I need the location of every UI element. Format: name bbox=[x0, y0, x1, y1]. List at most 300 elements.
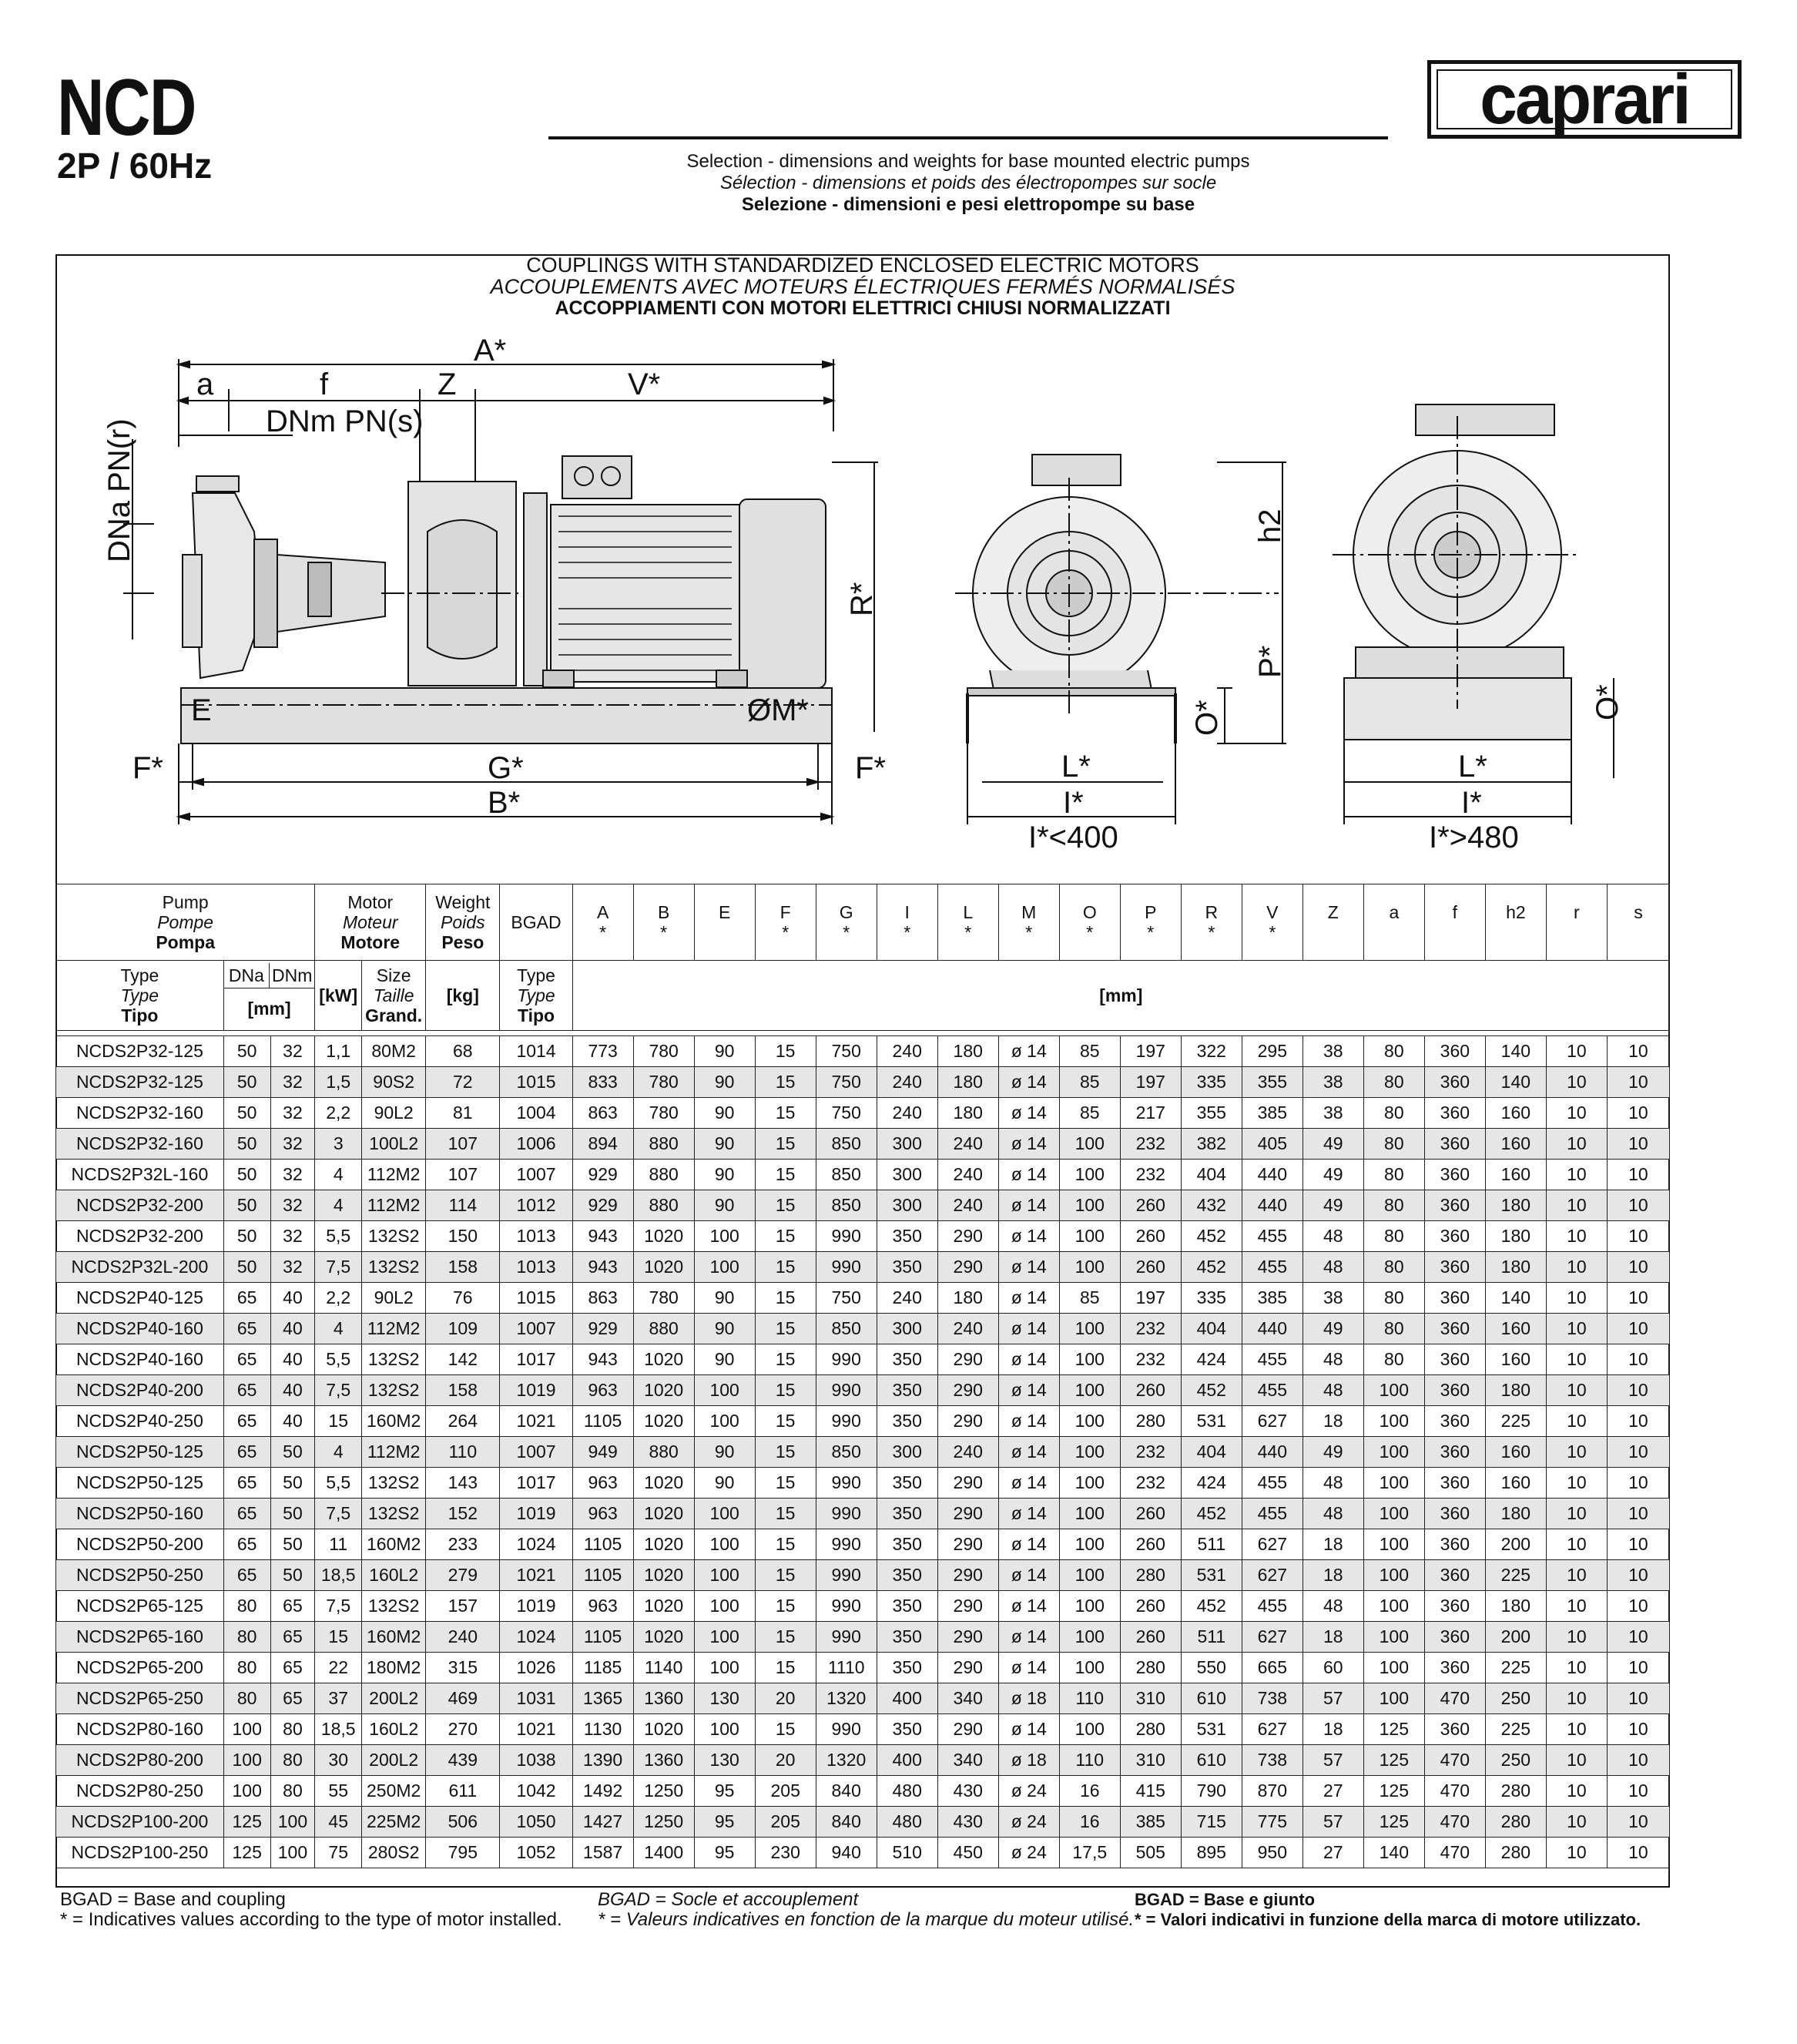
table-cell: 880 bbox=[633, 1190, 694, 1221]
table-cell: 260 bbox=[1120, 1190, 1181, 1221]
table-cell: 10 bbox=[1607, 1529, 1669, 1560]
table-cell: 140 bbox=[1363, 1838, 1424, 1868]
table-cell: 260 bbox=[1120, 1622, 1181, 1653]
table-cell: ø 24 bbox=[998, 1776, 1059, 1807]
table-cell: 225 bbox=[1485, 1714, 1546, 1745]
label-L-large: L* bbox=[1458, 750, 1487, 784]
table-cell: 10 bbox=[1607, 1252, 1669, 1283]
table-cell: 1020 bbox=[633, 1468, 694, 1499]
table-cell: 180M2 bbox=[362, 1653, 426, 1683]
table-cell: 470 bbox=[1424, 1683, 1485, 1714]
table-row bbox=[56, 1283, 1670, 1314]
table-cell: 232 bbox=[1120, 1129, 1181, 1160]
table-cell: 1020 bbox=[633, 1252, 694, 1283]
table-cell: 10 bbox=[1607, 1499, 1669, 1529]
table-cell: 1587 bbox=[572, 1838, 633, 1868]
table-cell: 270 bbox=[426, 1714, 500, 1745]
table-cell: 250M2 bbox=[362, 1776, 426, 1807]
table-cell: 160 bbox=[1485, 1437, 1546, 1468]
table-cell: NCDS2P32-200 bbox=[56, 1221, 224, 1252]
table-cell: 360 bbox=[1424, 1653, 1485, 1683]
table-cell: NCDS2P32-160 bbox=[56, 1129, 224, 1160]
table-cell: 80 bbox=[1363, 1129, 1424, 1160]
table-cell: 1320 bbox=[816, 1745, 877, 1776]
header-kg: [kg] bbox=[426, 961, 500, 1031]
header-dim-Z: Z bbox=[1302, 884, 1363, 961]
table-cell: 775 bbox=[1242, 1807, 1302, 1838]
table-cell: ø 14 bbox=[998, 1499, 1059, 1529]
table-cell: 290 bbox=[937, 1252, 998, 1283]
table-cell: 100 bbox=[1363, 1375, 1424, 1406]
table-cell: 929 bbox=[572, 1190, 633, 1221]
table-cell: 10 bbox=[1546, 1129, 1607, 1160]
header-dim-G: G * bbox=[816, 884, 877, 961]
table-cell: 1017 bbox=[500, 1344, 572, 1375]
table-cell: ø 14 bbox=[998, 1160, 1059, 1190]
table-cell: 140 bbox=[1485, 1283, 1546, 1314]
table-cell: 100 bbox=[1059, 1560, 1120, 1591]
table-cell: 100 bbox=[1059, 1252, 1120, 1283]
table-cell: NCDS2P40-200 bbox=[56, 1375, 224, 1406]
table-cell: NCDS2P50-125 bbox=[56, 1437, 224, 1468]
table-cell: 940 bbox=[816, 1838, 877, 1868]
table-cell: 100 bbox=[1363, 1591, 1424, 1622]
table-cell: 290 bbox=[937, 1344, 998, 1375]
table-cell: 335 bbox=[1181, 1283, 1242, 1314]
header-mm-all: [mm] bbox=[572, 961, 1669, 1031]
table-cell: 455 bbox=[1242, 1221, 1302, 1252]
table-cell: 65 bbox=[223, 1344, 270, 1375]
header-dim-A: A * bbox=[572, 884, 633, 961]
table-cell: 100 bbox=[694, 1252, 755, 1283]
table-cell: 49 bbox=[1302, 1129, 1363, 1160]
table-row bbox=[56, 1129, 1670, 1160]
table-row bbox=[56, 1838, 1670, 1868]
table-cell: 40 bbox=[270, 1375, 315, 1406]
table-cell: 160M2 bbox=[362, 1622, 426, 1653]
table-cell: 76 bbox=[426, 1283, 500, 1314]
label-I-small: I* bbox=[1063, 786, 1084, 820]
table-cell: 18 bbox=[1302, 1529, 1363, 1560]
table-cell: 4 bbox=[315, 1160, 362, 1190]
table-cell: NCDS2P65-200 bbox=[56, 1653, 224, 1683]
table-cell: 100 bbox=[270, 1838, 315, 1868]
table-cell: 80 bbox=[1363, 1221, 1424, 1252]
table-cell: 50 bbox=[223, 1160, 270, 1190]
table-cell: 1390 bbox=[572, 1745, 633, 1776]
table-cell: 10 bbox=[1607, 1375, 1669, 1406]
table-cell: 15 bbox=[755, 1036, 816, 1067]
table-cell: 100 bbox=[694, 1622, 755, 1653]
table-cell: 469 bbox=[426, 1683, 500, 1714]
table-cell: 455 bbox=[1242, 1252, 1302, 1283]
table-cell: 15 bbox=[755, 1314, 816, 1344]
table-cell: 140 bbox=[1485, 1067, 1546, 1098]
table-cell: 455 bbox=[1242, 1591, 1302, 1622]
table-cell: 38 bbox=[1302, 1098, 1363, 1129]
table-cell: 100 bbox=[1059, 1591, 1120, 1622]
table-cell: 385 bbox=[1242, 1098, 1302, 1129]
table-cell: 360 bbox=[1424, 1560, 1485, 1591]
table-cell: 750 bbox=[816, 1098, 877, 1129]
table-cell: 152 bbox=[426, 1499, 500, 1529]
table-cell: 260 bbox=[1120, 1529, 1181, 1560]
label-Z: Z bbox=[438, 368, 457, 401]
table-cell: 610 bbox=[1181, 1683, 1242, 1714]
table-separator bbox=[56, 1031, 1670, 1036]
table-cell: 350 bbox=[877, 1591, 937, 1622]
table-cell: 250 bbox=[1485, 1683, 1546, 1714]
table-cell: 15 bbox=[755, 1714, 816, 1745]
table-cell: 15 bbox=[755, 1437, 816, 1468]
table-cell: 110 bbox=[1059, 1683, 1120, 1714]
table-cell: 75 bbox=[315, 1838, 362, 1868]
table-row bbox=[56, 1437, 1670, 1468]
table-cell: ø 14 bbox=[998, 1036, 1059, 1067]
table-cell: NCDS2P65-160 bbox=[56, 1622, 224, 1653]
table-row bbox=[56, 1468, 1670, 1499]
table-cell: 230 bbox=[755, 1838, 816, 1868]
table-cell: 180 bbox=[1485, 1252, 1546, 1283]
table-cell: 240 bbox=[937, 1160, 998, 1190]
table-cell: 37 bbox=[315, 1683, 362, 1714]
header-dim-s: s bbox=[1607, 884, 1669, 961]
table-cell: ø 14 bbox=[998, 1437, 1059, 1468]
table-cell: 200L2 bbox=[362, 1683, 426, 1714]
table-row bbox=[56, 1653, 1670, 1683]
table-cell: 65 bbox=[223, 1283, 270, 1314]
table-cell: 130 bbox=[694, 1683, 755, 1714]
table-cell: 100 bbox=[1059, 1406, 1120, 1437]
table-cell: ø 14 bbox=[998, 1468, 1059, 1499]
table-cell: 10 bbox=[1546, 1252, 1607, 1283]
table-cell: 20 bbox=[755, 1745, 816, 1776]
table-cell: 10 bbox=[1607, 1807, 1669, 1838]
note-it-1: BGAD = Base e giunto bbox=[1135, 1890, 1316, 1909]
table-cell: 80 bbox=[1363, 1252, 1424, 1283]
table-cell: 100 bbox=[1363, 1653, 1424, 1683]
table-cell: 18,5 bbox=[315, 1714, 362, 1745]
table-cell: 531 bbox=[1181, 1406, 1242, 1437]
table-cell: 10 bbox=[1607, 1683, 1669, 1714]
table-cell: 880 bbox=[633, 1129, 694, 1160]
table-cell: 280 bbox=[1485, 1807, 1546, 1838]
table-cell: 5,5 bbox=[315, 1221, 362, 1252]
table-cell: 430 bbox=[937, 1807, 998, 1838]
table-cell: 10 bbox=[1546, 1314, 1607, 1344]
table-cell: 114 bbox=[426, 1190, 500, 1221]
table-cell: 100 bbox=[694, 1560, 755, 1591]
table-cell: 40 bbox=[270, 1314, 315, 1344]
table-cell: 360 bbox=[1424, 1160, 1485, 1190]
table-cell: NCDS2P40-125 bbox=[56, 1283, 224, 1314]
table-header-row-2 bbox=[56, 961, 1670, 1031]
table-cell: 16 bbox=[1059, 1807, 1120, 1838]
table-cell: 1400 bbox=[633, 1838, 694, 1868]
table-cell: 85 bbox=[1059, 1098, 1120, 1129]
table-cell: 929 bbox=[572, 1314, 633, 1344]
table-cell: 350 bbox=[877, 1468, 937, 1499]
table-cell: 780 bbox=[633, 1098, 694, 1129]
table-cell: 15 bbox=[755, 1283, 816, 1314]
table-cell: 440 bbox=[1242, 1437, 1302, 1468]
table-cell: 10 bbox=[1607, 1098, 1669, 1129]
table-cell: 738 bbox=[1242, 1683, 1302, 1714]
table-cell: 610 bbox=[1181, 1745, 1242, 1776]
table-cell: 260 bbox=[1120, 1221, 1181, 1252]
table-cell: 4 bbox=[315, 1314, 362, 1344]
table-cell: 100 bbox=[1059, 1344, 1120, 1375]
table-cell: NCDS2P32L-200 bbox=[56, 1252, 224, 1283]
table-cell: 10 bbox=[1546, 1437, 1607, 1468]
table-cell: 15 bbox=[755, 1221, 816, 1252]
table-cell: 424 bbox=[1181, 1468, 1242, 1499]
table-cell: 132S2 bbox=[362, 1591, 426, 1622]
table-cell: 38 bbox=[1302, 1067, 1363, 1098]
table-cell: 80 bbox=[223, 1622, 270, 1653]
table-cell: 80 bbox=[223, 1591, 270, 1622]
table-cell: 452 bbox=[1181, 1591, 1242, 1622]
table-cell: 60 bbox=[1302, 1653, 1363, 1683]
table-cell: 1021 bbox=[500, 1560, 572, 1591]
table-cell: 16 bbox=[1059, 1776, 1120, 1807]
header-kw: [kW] bbox=[315, 961, 362, 1031]
table-cell: 1105 bbox=[572, 1560, 633, 1591]
table-cell: 795 bbox=[426, 1838, 500, 1868]
table-cell: 290 bbox=[937, 1622, 998, 1653]
table-cell: 452 bbox=[1181, 1252, 1242, 1283]
table-cell: 455 bbox=[1242, 1344, 1302, 1375]
table-cell: 50 bbox=[223, 1221, 270, 1252]
table-cell: 65 bbox=[223, 1314, 270, 1344]
table-cell: 80 bbox=[223, 1653, 270, 1683]
label-DNm: DNm PN(s) bbox=[266, 404, 424, 438]
table-cell: 65 bbox=[270, 1591, 315, 1622]
table-cell: 350 bbox=[877, 1221, 937, 1252]
table-cell: 232 bbox=[1120, 1437, 1181, 1468]
table-cell: 385 bbox=[1242, 1283, 1302, 1314]
table-cell: 109 bbox=[426, 1314, 500, 1344]
table-cell: 15 bbox=[755, 1499, 816, 1529]
table-cell: ø 24 bbox=[998, 1807, 1059, 1838]
table-cell: 1320 bbox=[816, 1683, 877, 1714]
table-cell: 1019 bbox=[500, 1591, 572, 1622]
table-cell: 1007 bbox=[500, 1160, 572, 1190]
header-dim-O: O * bbox=[1059, 884, 1120, 961]
table-cell: 350 bbox=[877, 1622, 937, 1653]
table-cell: 300 bbox=[877, 1437, 937, 1468]
notes-it bbox=[1135, 1890, 1641, 1930]
table-cell: 350 bbox=[877, 1653, 937, 1683]
table-cell: 863 bbox=[572, 1283, 633, 1314]
table-cell: 7,5 bbox=[315, 1252, 362, 1283]
table-cell: 158 bbox=[426, 1252, 500, 1283]
table-cell: 611 bbox=[426, 1776, 500, 1807]
table-cell: 225 bbox=[1485, 1653, 1546, 1683]
table-cell: 100 bbox=[1059, 1468, 1120, 1499]
table-cell: 32 bbox=[270, 1067, 315, 1098]
header-dim-f: f bbox=[1424, 884, 1485, 961]
table-cell: 15 bbox=[315, 1406, 362, 1437]
table-cell: 1365 bbox=[572, 1683, 633, 1714]
header-size: Size Taille Grand. bbox=[362, 961, 426, 1031]
table-cell: ø 14 bbox=[998, 1622, 1059, 1653]
table-cell: 160M2 bbox=[362, 1406, 426, 1437]
table-cell: 100 bbox=[694, 1591, 755, 1622]
table-cell: 350 bbox=[877, 1529, 937, 1560]
table-cell: 57 bbox=[1302, 1807, 1363, 1838]
table-cell: 424 bbox=[1181, 1344, 1242, 1375]
table-cell: 290 bbox=[937, 1529, 998, 1560]
table-cell: 10 bbox=[1546, 1221, 1607, 1252]
table-cell: 335 bbox=[1181, 1067, 1242, 1098]
table-row bbox=[56, 1499, 1670, 1529]
table-cell: 627 bbox=[1242, 1714, 1302, 1745]
table-cell: 1020 bbox=[633, 1221, 694, 1252]
table-cell: 750 bbox=[816, 1067, 877, 1098]
table-cell: 11 bbox=[315, 1529, 362, 1560]
table-cell: 40 bbox=[270, 1344, 315, 1375]
table-cell: 10 bbox=[1546, 1807, 1607, 1838]
table-cell: 100 bbox=[1059, 1437, 1120, 1468]
table-cell: 895 bbox=[1181, 1838, 1242, 1868]
table-cell: 100 bbox=[1059, 1129, 1120, 1160]
table-cell: 48 bbox=[1302, 1252, 1363, 1283]
table-cell: NCDS2P40-160 bbox=[56, 1344, 224, 1375]
table-cell: ø 14 bbox=[998, 1190, 1059, 1221]
table-cell: 280 bbox=[1120, 1560, 1181, 1591]
table-cell: 125 bbox=[223, 1807, 270, 1838]
table-cell: 49 bbox=[1302, 1437, 1363, 1468]
table-cell: 57 bbox=[1302, 1745, 1363, 1776]
table-cell: 100 bbox=[694, 1406, 755, 1437]
table-cell: 80 bbox=[1363, 1283, 1424, 1314]
table-cell: 1185 bbox=[572, 1653, 633, 1683]
table-cell: 10 bbox=[1546, 1406, 1607, 1437]
table-cell: 315 bbox=[426, 1653, 500, 1683]
table-cell: 264 bbox=[426, 1406, 500, 1437]
table-cell: 260 bbox=[1120, 1375, 1181, 1406]
table-cell: 205 bbox=[755, 1807, 816, 1838]
table-cell: 10 bbox=[1607, 1221, 1669, 1252]
table-cell: 180 bbox=[1485, 1375, 1546, 1406]
table-cell: 840 bbox=[816, 1807, 877, 1838]
table-cell: 10 bbox=[1607, 1129, 1669, 1160]
table-cell: 80 bbox=[1363, 1190, 1424, 1221]
table-cell: 240 bbox=[877, 1283, 937, 1314]
table-cell: 15 bbox=[755, 1190, 816, 1221]
table-cell: 280 bbox=[1120, 1653, 1181, 1683]
table-cell: NCDS2P40-160 bbox=[56, 1314, 224, 1344]
table-cell: 990 bbox=[816, 1622, 877, 1653]
label-F-right: F* bbox=[855, 751, 886, 785]
table-cell: 38 bbox=[1302, 1283, 1363, 1314]
table-cell: 15 bbox=[755, 1406, 816, 1437]
table-cell: NCDS2P32-125 bbox=[56, 1067, 224, 1098]
table-cell: 100 bbox=[1363, 1560, 1424, 1591]
table-cell: 240 bbox=[877, 1098, 937, 1129]
table-cell: 50 bbox=[270, 1468, 315, 1499]
table-cell: 225 bbox=[1485, 1560, 1546, 1591]
table-cell: 50 bbox=[223, 1129, 270, 1160]
label-O-small: O* bbox=[1190, 700, 1224, 736]
table-cell: 158 bbox=[426, 1375, 500, 1406]
table-cell: 142 bbox=[426, 1344, 500, 1375]
table-cell: 225 bbox=[1485, 1406, 1546, 1437]
table-cell: 100 bbox=[694, 1529, 755, 1560]
table-cell: 943 bbox=[572, 1344, 633, 1375]
table-cell: 850 bbox=[816, 1437, 877, 1468]
table-cell: 1012 bbox=[500, 1190, 572, 1221]
table-cell: 1015 bbox=[500, 1283, 572, 1314]
header-dim-r: r bbox=[1546, 884, 1607, 961]
table-cell: 1105 bbox=[572, 1529, 633, 1560]
table-cell: 350 bbox=[877, 1406, 937, 1437]
notes-en bbox=[60, 1890, 562, 1930]
table-cell: 340 bbox=[937, 1683, 998, 1714]
table-cell: 65 bbox=[223, 1560, 270, 1591]
table-cell: ø 14 bbox=[998, 1591, 1059, 1622]
table-cell: 240 bbox=[877, 1067, 937, 1098]
table-cell: ø 14 bbox=[998, 1283, 1059, 1314]
table-cell: 400 bbox=[877, 1683, 937, 1714]
table-cell: 360 bbox=[1424, 1221, 1485, 1252]
label-I-less: I*<400 bbox=[1028, 821, 1118, 854]
table-cell: 50 bbox=[270, 1499, 315, 1529]
table-cell: 963 bbox=[572, 1591, 633, 1622]
table-cell: 232 bbox=[1120, 1468, 1181, 1499]
table-cell: 350 bbox=[877, 1714, 937, 1745]
table-cell: 279 bbox=[426, 1560, 500, 1591]
table-cell: 470 bbox=[1424, 1776, 1485, 1807]
table-cell: 360 bbox=[1424, 1468, 1485, 1499]
table-cell: 963 bbox=[572, 1468, 633, 1499]
table-cell: 65 bbox=[270, 1683, 315, 1714]
table-cell: 322 bbox=[1181, 1036, 1242, 1067]
table-cell: 405 bbox=[1242, 1129, 1302, 1160]
table-cell: 1024 bbox=[500, 1529, 572, 1560]
table-cell: 1007 bbox=[500, 1437, 572, 1468]
table-cell: 10 bbox=[1607, 1468, 1669, 1499]
table-cell: 125 bbox=[1363, 1776, 1424, 1807]
table-cell: 160 bbox=[1485, 1314, 1546, 1344]
table-cell: 4 bbox=[315, 1190, 362, 1221]
table-cell: 100 bbox=[694, 1714, 755, 1745]
table-cell: 10 bbox=[1607, 1283, 1669, 1314]
table-cell: 1013 bbox=[500, 1221, 572, 1252]
table-cell: 100 bbox=[694, 1653, 755, 1683]
table-cell: 4 bbox=[315, 1437, 362, 1468]
table-cell: 750 bbox=[816, 1036, 877, 1067]
table-cell: 350 bbox=[877, 1252, 937, 1283]
table-cell: 15 bbox=[755, 1653, 816, 1683]
table-cell: 80M2 bbox=[362, 1036, 426, 1067]
table-cell: 10 bbox=[1607, 1437, 1669, 1468]
couplings-en: COUPLINGS WITH STANDARDIZED ENCLOSED ELECTRIC MOTORS bbox=[526, 253, 1199, 277]
table-cell: 452 bbox=[1181, 1221, 1242, 1252]
table-cell: 90 bbox=[694, 1314, 755, 1344]
label-V: V* bbox=[628, 368, 661, 401]
table-row bbox=[56, 1745, 1670, 1776]
table-cell: ø 14 bbox=[998, 1714, 1059, 1745]
table-cell: 470 bbox=[1424, 1838, 1485, 1868]
table-cell: 450 bbox=[937, 1838, 998, 1868]
table-cell: 112M2 bbox=[362, 1314, 426, 1344]
table-cell: 132S2 bbox=[362, 1375, 426, 1406]
table-cell: 17,5 bbox=[1059, 1838, 1120, 1868]
header-bgad-type: Type Type Tipo bbox=[500, 961, 572, 1031]
label-f: f bbox=[320, 368, 329, 401]
